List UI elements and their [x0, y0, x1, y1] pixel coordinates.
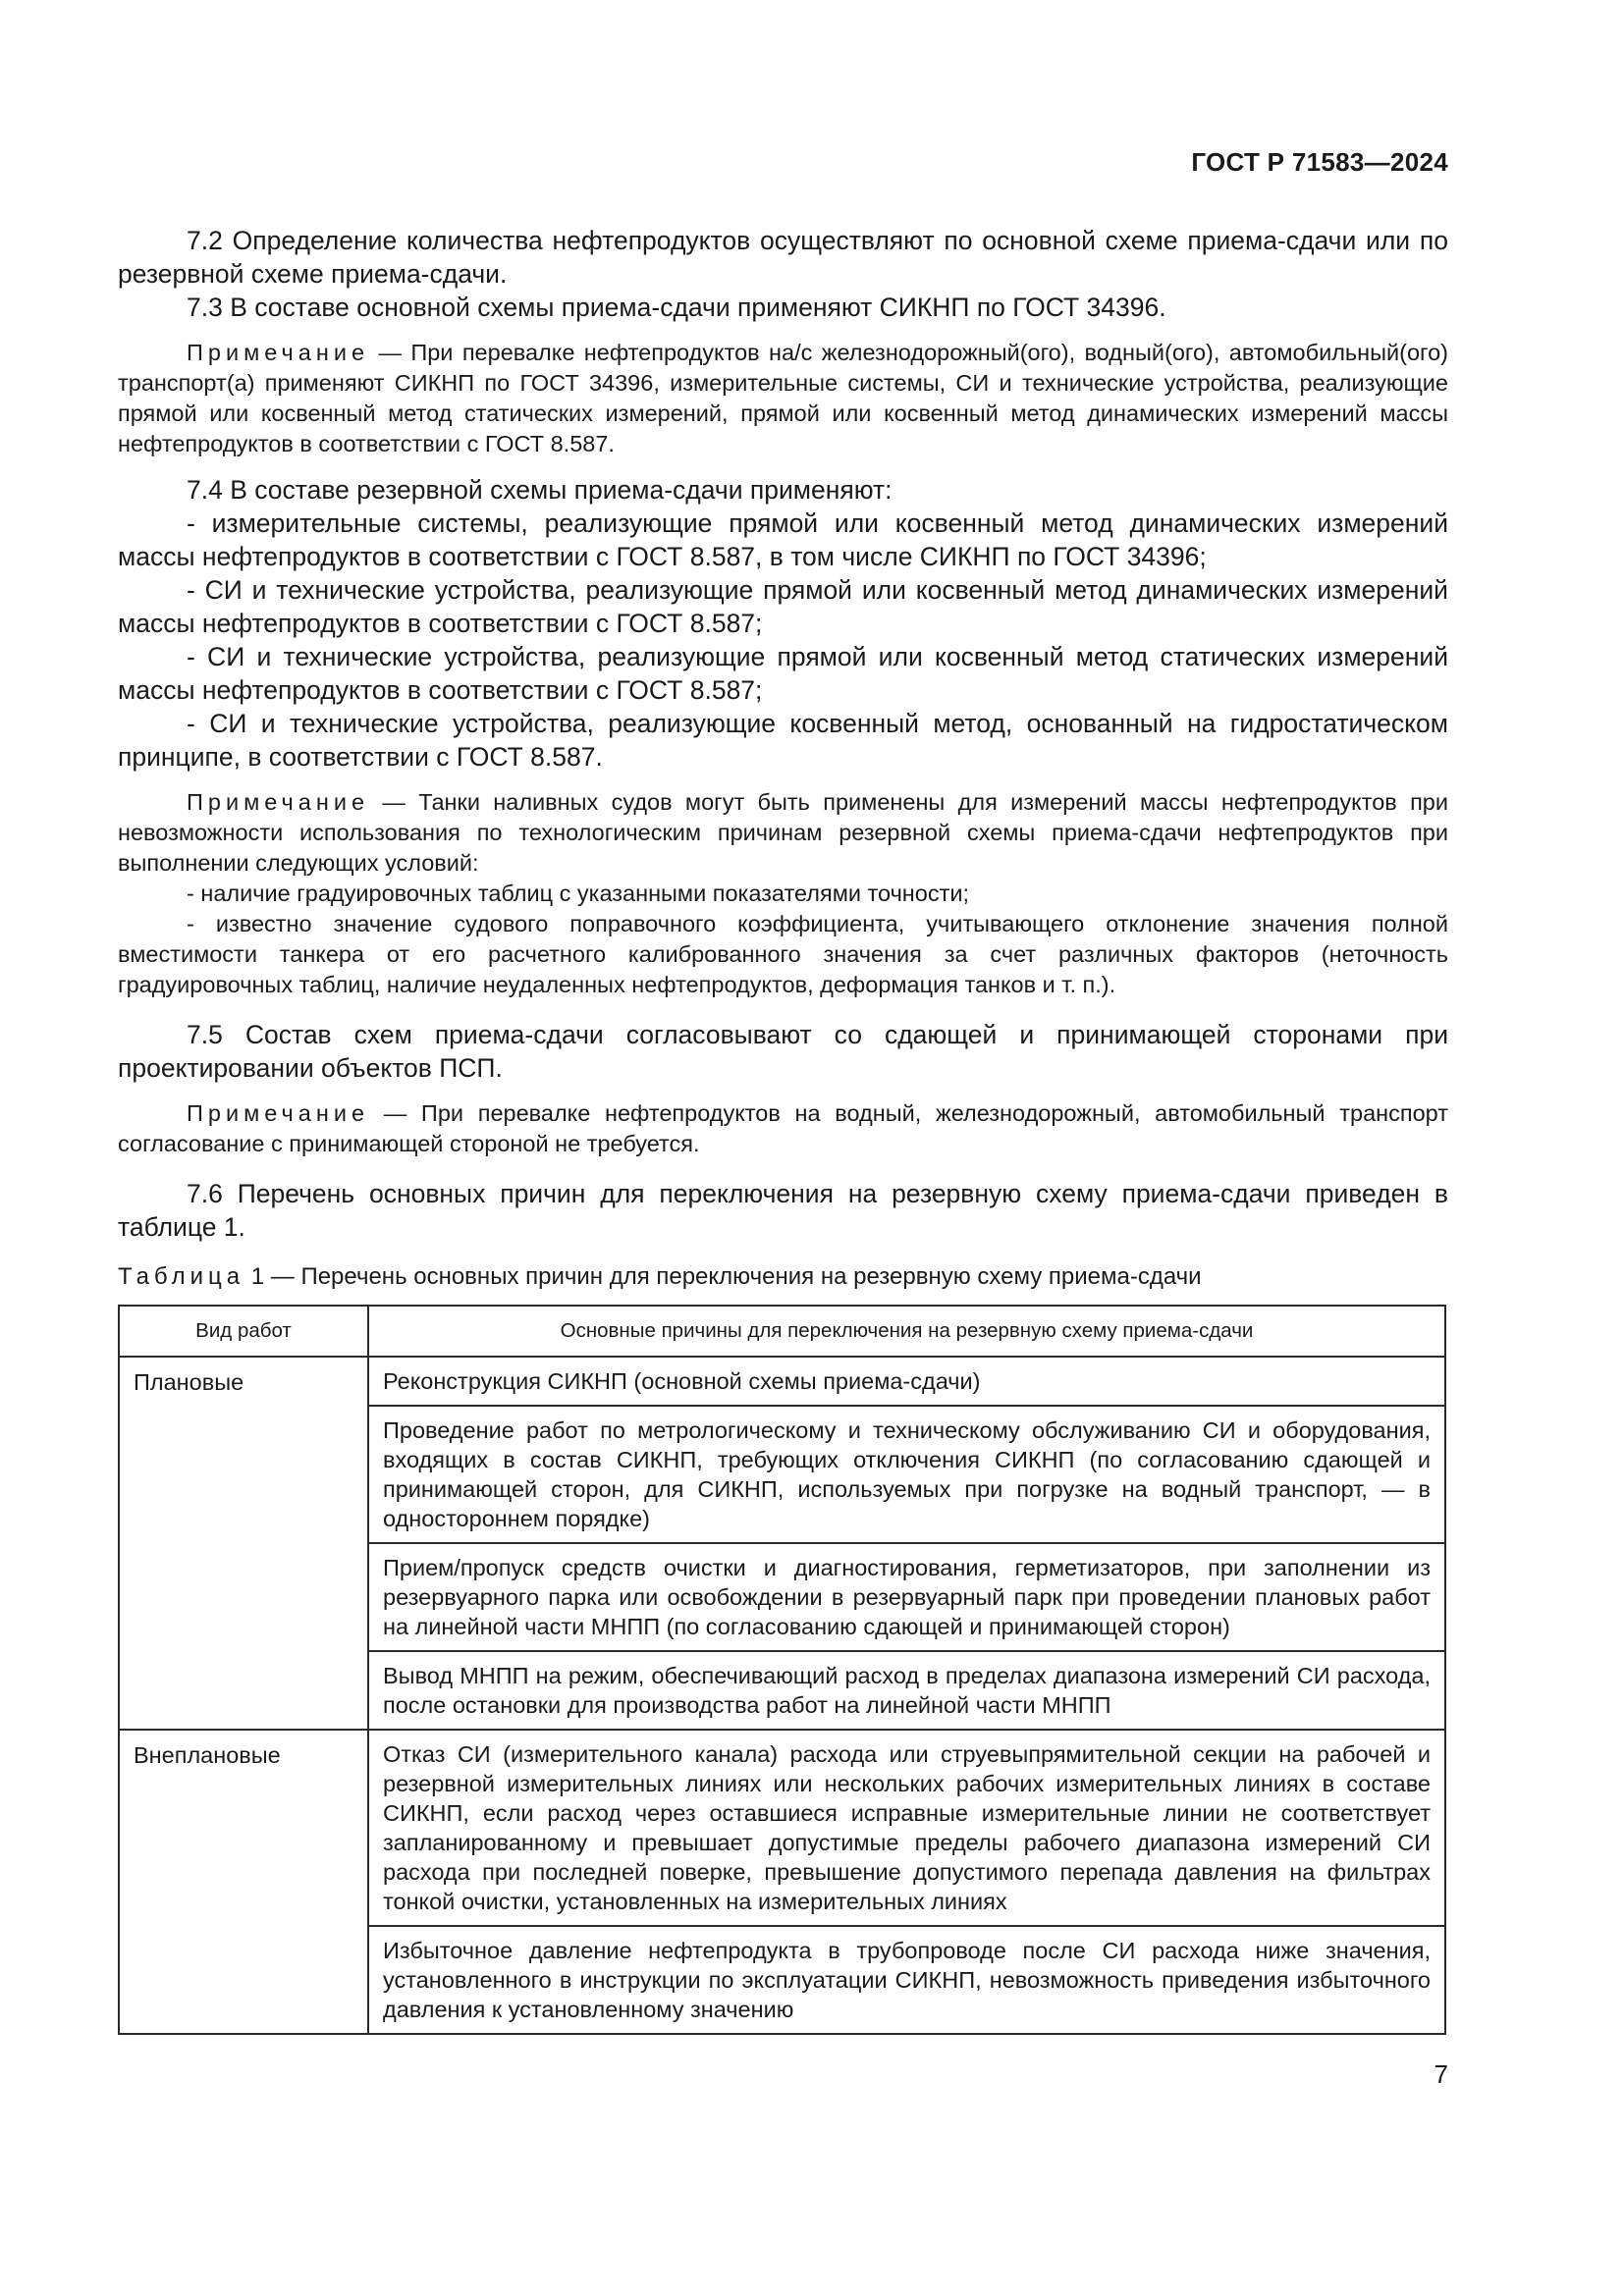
table-cell-reason: Избыточное давление нефтепродукта в трубопроводе после СИ расхода ниже значения, установленного в инструкции по эксплуатации СИКНП, невозможность приведения избыточного давления к установленному значению — [368, 1926, 1445, 2034]
note-3-label: Примечание — [187, 1100, 370, 1126]
table-caption-text: 1 — Перечень основных причин для переключения на резервную схему приема-сдачи — [244, 1263, 1202, 1290]
column-header-reasons: Основные причины для переключения на резервную схему приема-сдачи — [368, 1306, 1445, 1357]
list-item: - СИ и технические устройства, реализующие прямой или косвенный метод динамических измерений массы нефтепродуктов в соответствии с ГОСТ 8.587; — [118, 575, 1448, 638]
table-caption-label: Таблица — [118, 1263, 245, 1290]
list-item: - СИ и технические устройства, реализующие косвенный метод, основанный на гидростатическом принципе, в соответствии с ГОСТ 8.587. — [118, 709, 1448, 772]
list-item: - СИ и технические устройства, реализующие прямой или косвенный метод статических измерений массы нефтепродуктов в соответствии с ГОСТ 8.587; — [118, 642, 1448, 705]
note-3-text: — При перевалке нефтепродуктов на водный, железнодорожный, автомобильный транспорт согласование с принимающей стороной не требуется. — [118, 1100, 1448, 1156]
table-cell-reason: Вывод МНПП на режим, обеспечивающий расход в пределах диапазона измерений СИ расхода, после остановки для производства работ на линейной части МНПП — [368, 1651, 1445, 1730]
reasons-table — [118, 1305, 1446, 2035]
page-number: 7 — [1434, 2059, 1448, 2089]
note-2-text: — Танки наливных судов могут быть применены для измерений массы нефтепродуктов при невозможности использования по технологическим причинам резервной схемы приема-сдачи нефтепродуктов при выполнении следующих условий: — [118, 789, 1448, 876]
table-header-row — [119, 1306, 1445, 1357]
note-1-label: Примечание — [187, 340, 370, 365]
table-caption — [118, 1261, 1448, 1293]
note-3 — [118, 1098, 1448, 1159]
document-code: ГОСТ Р 71583—2024 — [1191, 147, 1448, 177]
table-cell-reason: Проведение работ по метрологическому и техническому обслуживанию СИ и оборудования, входящих в состав СИКНП, требующих отключения СИКНП (по согласованию сдающей и принимающей сторон, для СИКНП, используемых при погрузке на водный транспорт, — в одностороннем порядке) — [368, 1406, 1445, 1543]
list-item: - измерительные системы, реализующие прямой или косвенный метод динамических измерений массы нефтепродуктов в соответствии с ГОСТ 8.587, в том числе СИКНП по ГОСТ 34396; — [118, 508, 1448, 571]
paragraph-7-5: 7.5 Состав схем приема-сдачи согласовывают со сдающей и принимающей сторонами при проектировании объектов ПСП. — [118, 1020, 1448, 1083]
table-cell-kind: Внеплановые — [119, 1730, 368, 2034]
paragraph-7-3: 7.3 В составе основной схемы приема-сдачи применяют СИКНП по ГОСТ 34396. — [187, 293, 1166, 322]
column-header-kind: Вид работ — [119, 1306, 368, 1357]
paragraph-7-6: 7.6 Перечень основных причин для переключения на резервную схему приема-сдачи приведен в таблице 1. — [118, 1179, 1448, 1242]
table-row — [119, 1357, 1445, 1406]
table-cell-kind: Плановые — [119, 1357, 368, 1730]
table-cell-reason: Реконструкция СИКНП (основной схемы приема-сдачи) — [368, 1357, 1445, 1406]
table-cell-reason: Отказ СИ (измерительного канала) расхода или струевыпрямительной секции на рабочей и резервной измерительных линиях или нескольких рабочих измерительных линиях в составе СИКНП, если расход через оставшиеся исправные измерительные линии не соответствует запланированному и превышает допустимые пределы рабочего диапазона измерений СИ расхода при последней поверке, превышение допустимого перепада давления на фильтрах тонкой очистки, установленных на измерительных линиях — [368, 1730, 1445, 1926]
note-2 — [118, 787, 1448, 879]
table-cell-reason: Прием/пропуск средств очистки и диагностирования, герметизаторов, при заполнении из резервуарного парка или освобождении в резервуарный парк при проведении плановых работ на линейной части МНПП (по согласованию сдающей и принимающей сторон) — [368, 1543, 1445, 1651]
paragraph-7-4: 7.4 В составе резервной схемы приема-сдачи применяют: — [187, 475, 893, 505]
note-1-text: — При перевалке нефтепродуктов на/с железнодорожный(ого), водный(ого), автомобильный(ого) транспорт(а) применяют СИКНП по ГОСТ 34396, измерительные системы, СИ и технические устройства, реализующие прямой или косвенный метод статических измерений, прямой или косвенный метод динамических измерений массы нефтепродуктов в соответствии с ГОСТ 8.587. — [118, 340, 1448, 456]
document-body — [118, 224, 1448, 2035]
paragraph-7-2: 7.2 Определение количества нефтепродуктов осуществляют по основной схеме приема-сдачи или по резервной схеме приема-сдачи. — [118, 226, 1448, 289]
note-1 — [118, 338, 1448, 459]
note-list-item: - известно значение судового поправочного коэффициента, учитывающего отклонение значения полной вместимости танкера от его расчетного калиброванного значения за счет различных факторов (неточность градуировочных таблиц, наличие неудаленных нефтепродуктов, деформация танков и т. п.). — [118, 911, 1448, 997]
table-row — [119, 1730, 1445, 1926]
note-2-label: Примечание — [187, 789, 370, 815]
note-list-item: - наличие градуировочных таблиц с указанными показателями точности; — [187, 881, 970, 906]
